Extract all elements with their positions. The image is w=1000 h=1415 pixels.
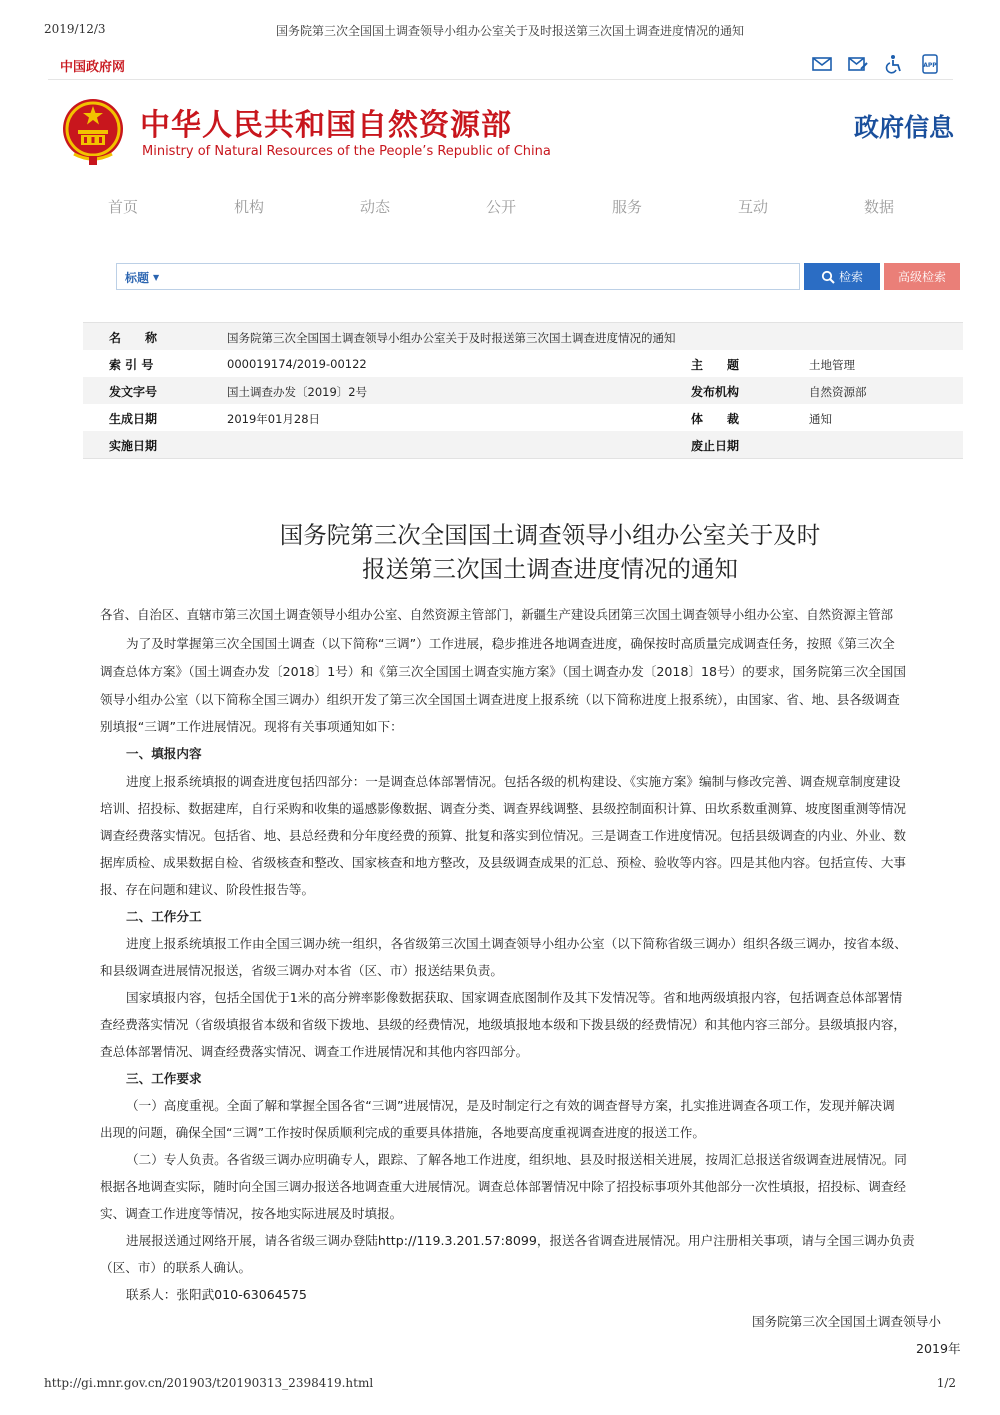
- article-paragraph-line: 据库质检、成果数据自检、省级核查和整改、国家核查和地方整改，及县级调查成果的汇总、预检、验收等内容。四是其他内容。包括宣传、大事: [100, 855, 906, 870]
- info-row-index: [83, 350, 963, 377]
- info-value: 通知: [809, 412, 832, 426]
- article-title-line: 国务院第三次全国国土调查领导小组办公室关于及时: [279, 521, 821, 549]
- search-input[interactable]: [167, 267, 787, 286]
- info-row-created: [83, 404, 963, 431]
- article-paragraph-line: 进展报送通过网络开展，请各省级三调办登陆http://119.3.201.57:8099，报送各省调查进展情况。用户注册相关事项，请与全国三调办负责: [126, 1233, 915, 1248]
- info-label: 名 称: [109, 331, 158, 345]
- search-button-label: 检索: [838, 270, 863, 284]
- article-paragraph-line: 别填报“三调”工作进展情况。现将有关事项通知如下：: [100, 719, 403, 734]
- article-paragraph-line: 进度上报系统填报的调查进度包括四部分：一是调查总体部署情况。包括各级的机构建设、《实施方案》编制与修改完善、调查规章制度建设: [126, 774, 901, 789]
- info-value: 土地管理: [809, 358, 855, 372]
- nav-item-organization[interactable]: 机构: [233, 198, 264, 216]
- print-url: http://gi.mnr.gov.cn/201903/t20190313_2398419.html: [44, 1376, 374, 1390]
- article-paragraph-line: 培训、招投标、数据建库，自行采购和收集的遥感影像数据、调查分类、调查界线调整、县级控制面积计算、田坎系数重测算、坡度图重测等情况: [100, 801, 906, 816]
- signature: 国务院第三次全国国土调查领导小: [752, 1314, 941, 1329]
- section-heading: 三、工作要求: [126, 1071, 202, 1086]
- info-value: 自然资源部: [809, 385, 867, 399]
- nav-item-news[interactable]: 动态: [359, 198, 390, 216]
- search-icon: [821, 270, 835, 284]
- article-title: [150, 518, 950, 586]
- site-banner: [48, 86, 953, 178]
- contact-line: 联系人：张阳武010-63064575: [126, 1287, 307, 1302]
- info-value: 000019174/2019-00122: [227, 357, 367, 371]
- article-paragraph-line: 查总体部署情况、调查经费落实情况、调查工作进展情况和其他内容四部分。: [100, 1044, 529, 1059]
- nav-item-home[interactable]: 首页: [107, 198, 138, 216]
- article-paragraph-line: 国家填报内容，包括全国优于1米的高分辨率影像数据获取、国家调查底图制作及其下发情况等。省和地两级填报内容，包括调查总体部署情: [126, 990, 903, 1005]
- print-page-number: 1/2: [936, 1376, 956, 1390]
- app-icon-label: APP: [923, 62, 937, 69]
- search-scope-select[interactable]: [125, 269, 159, 286]
- article-paragraph-line: 报、存在问题和建议、阶段性报告等。: [100, 882, 315, 897]
- article-addressee: 各省、自治区、直辖市第三次国土调查领导小组办公室、自然资源主管部门，新疆生产建设兵团第三次国土调查领导小组办公室、自然资源主管部: [100, 607, 893, 622]
- article-paragraph-line: （二）专人负责。各省级三调办应明确专人，跟踪、了解各地工作进度，组织地、县及时报送相关进展，按周汇总报送省级调查进展情况。同: [126, 1152, 907, 1167]
- print-date: 2019/12/3: [44, 22, 106, 36]
- info-label: 生成日期: [109, 412, 158, 426]
- info-label: 主 题: [691, 358, 740, 372]
- info-value: 2019年01月28日: [227, 412, 321, 426]
- article-paragraph-line: （一）高度重视。全面了解和掌握全国各省“三调”进展情况，是及时制定行之有效的调查督导方案，扎实推进调查各项工作，发现并解决调: [126, 1098, 895, 1113]
- info-row-dates: [83, 431, 963, 458]
- article-paragraph-line: 根据各地调查实际，随时向全国三调办报送各地调查重大进展情况。调查总体部署情况中除了招投标事项外其他部分一次性填报，招投标、调查经: [100, 1179, 906, 1194]
- nav-item-interaction[interactable]: 互动: [737, 198, 768, 216]
- info-label: 实施日期: [109, 439, 158, 453]
- article-paragraph-line: 调查总体方案》（国土调查办发〔2018〕1号）和《第三次全国国土调查实施方案》（国土调查办发〔2018〕18号）的要求，国务院第三次全国国: [100, 664, 906, 679]
- nav-item-data[interactable]: 数据: [863, 198, 894, 216]
- info-value: 国务院第三次全国国土调查领导小组办公室关于及时报送第三次国土调查进度情况的通知: [227, 331, 676, 345]
- top-bar: [48, 52, 953, 80]
- info-label: 体 裁: [691, 412, 740, 426]
- nav-item-services[interactable]: 服务: [611, 198, 642, 216]
- info-label: 发布机构: [691, 385, 740, 399]
- article-paragraph-line: 进度上报系统填报工作由全国三调办统一组织，各省级第三次国土调查领导小组办公室（以下简称省级三调办）组织各级三调办，按省本级、: [126, 936, 907, 951]
- info-label: 废止日期: [691, 439, 740, 453]
- article-title-line: 报送第三次国土调查进度情况的通知: [362, 555, 738, 583]
- section-heading: 一、填报内容: [126, 746, 202, 761]
- site-name-en: Ministry of Natural Resources of the People’s Republic of China: [142, 144, 551, 159]
- search-scope-label: 标题: [125, 271, 150, 285]
- mail-icon[interactable]: [811, 54, 833, 74]
- print-footer: [44, 1376, 956, 1394]
- app-icon[interactable]: [919, 54, 941, 74]
- top-tools: [811, 54, 941, 74]
- search-button[interactable]: [804, 263, 880, 290]
- info-row-docno: [83, 377, 963, 404]
- section-title: 政府信息: [854, 113, 955, 142]
- article-paragraph-line: 调查经费落实情况。包括省、地、县总经费和分年度经费的预算、批复和落实到位情况。三是调查工作进度情况。包括县级调查的内业、外业、数: [100, 828, 906, 843]
- advanced-search-button[interactable]: 高级检索: [884, 263, 960, 290]
- info-value: 国土调查办发〔2019〕2号: [227, 385, 368, 399]
- info-row-name: [83, 323, 963, 350]
- info-label: 索 引 号: [109, 358, 154, 372]
- signature-date: 2019年: [916, 1341, 961, 1356]
- national-emblem-icon: [60, 96, 126, 166]
- article-paragraph-line: 实、调查工作进度等情况，按各地实际进展及时填报。: [100, 1206, 403, 1221]
- article-paragraph-line: 和县级调查进展情况报送，省级三调办对本省（区、市）报送结果负责。: [100, 963, 503, 978]
- nav-item-disclosure[interactable]: 公开: [485, 198, 516, 216]
- search-bar: [116, 263, 800, 290]
- article-paragraph-line: 出现的问题，确保全国“三调”工作按时保质顺利完成的重要具体措施，各地要高度重视调查进度的报送工作。: [100, 1125, 705, 1140]
- section-heading: 二、工作分工: [126, 909, 202, 924]
- article-paragraph-line: 为了及时掌握第三次全国国土调查（以下简称“三调”）工作进展，稳步推进各地调查进度，确保按时高质量完成调查任务，按照《第三次全: [126, 636, 895, 651]
- accessibility-icon[interactable]: [883, 54, 905, 74]
- mail-edit-icon[interactable]: [847, 54, 869, 74]
- print-page-title: 国务院第三次全国国土调查领导小组办公室关于及时报送第三次国土调查进度情况的通知: [276, 24, 745, 38]
- article-paragraph-line: 查经费落实情况（省级填报省本级和省级下拨地、县级的经费情况，地级填报地本级和下拨县级的经费情况）和其他内容三部分。县级填报内容，: [100, 1017, 906, 1032]
- gov-portal-link[interactable]: 中国政府网: [60, 60, 126, 75]
- document-info-table: [83, 322, 963, 459]
- main-nav: [60, 196, 950, 220]
- article-paragraph-line: 领导小组办公室（以下简称全国三调办）组织开发了第三次全国国土调查进度上报系统（以下简称进度上报系统），由国家、省、地、县各级调查: [100, 692, 900, 707]
- site-name-cn: 中华人民共和国自然资源部: [140, 108, 512, 143]
- info-label: 发文字号: [109, 385, 158, 399]
- article-paragraph-line: （区、市）的联系人确认。: [100, 1260, 252, 1275]
- chevron-down-icon: ▼: [153, 273, 160, 282]
